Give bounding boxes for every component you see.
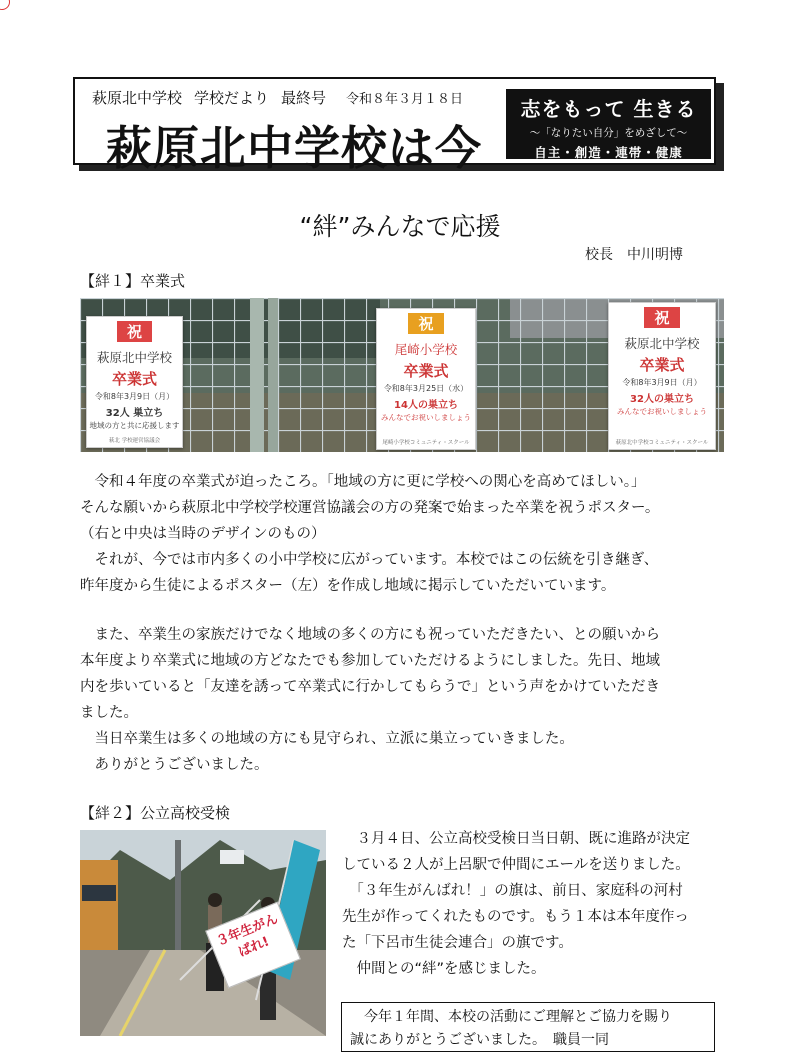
section1-heading: 【絆１】卒業式 (80, 272, 186, 290)
poster-right-event: 卒業式 (639, 356, 685, 374)
paragraph-line: 内を歩いていると「友達を誘って卒業式に行かしてもらうで」という声をかけていただき (80, 679, 660, 695)
poster-left-date: 令和8年3月9日（月） (94, 392, 175, 401)
section1-body-b (80, 622, 660, 778)
paragraph-line: 「３年生がんばれ！」の旗は、前日、家庭科の河村 (342, 883, 683, 899)
masthead-letter-name: 学校だより (194, 89, 270, 107)
poster-right (608, 302, 716, 450)
station-cheer-photo (80, 830, 326, 1036)
poster-center-cheer: みんなでお祝いしましょう (381, 413, 471, 422)
article-author: 校長 中川明博 (585, 247, 683, 263)
poster-right-cheer: みんなでお祝いしましょう (617, 407, 707, 416)
paragraph-line: （右と中央は当時のデザインのもの） (80, 526, 326, 542)
poster-right-footer: 萩原北中学校コミュニティ・スクール (615, 440, 709, 446)
poster-left-event: 卒業式 (111, 370, 157, 388)
cheer-flag: ３年生がんばれ! (205, 902, 301, 989)
poster-left-school: 萩原北中学校 (96, 350, 172, 365)
paragraph-line: た「下呂市生徒会連合」の旗です。 (342, 935, 573, 951)
paragraph-line: している２人が上呂駅で仲間にエールを送りました。 (342, 857, 690, 873)
section2-body (342, 826, 690, 982)
paragraph-line: そんな願いから萩原北中学校学校運営協議会の方の発案で始まった卒業を祝うポスター。 (80, 500, 660, 516)
thanks-line-2: 誠にありがとうございました。 職員一同 (350, 1032, 609, 1048)
poster-left-iwai: 祝 (117, 321, 152, 342)
paragraph-line: 本年度より卒業式に地域の方どなたでも参加していただけるようにしました。先日、地域 (80, 653, 660, 669)
masthead-school: 萩原北中学校 (92, 89, 183, 107)
poster-center-grads: 14人の巣立ち (394, 400, 458, 411)
motto-sub: ～「なりたい自分」をめざして～ (529, 127, 688, 139)
poster-center-iwai: 祝 (408, 313, 443, 334)
paragraph-line: 令和４年度の卒業式が迫ったころ。「地域の方に更に学校への関心を高めてほしい。」 (80, 474, 646, 490)
poster-left-cheer: 地域の方と共に応援します (89, 421, 180, 430)
paragraph-line: 先生が作ってくれたものです。もう１本は本年度作っ (342, 909, 689, 925)
thanks-box (341, 1002, 715, 1052)
motto-values: 自主・創造・連帯・健康 (534, 145, 683, 160)
poster-right-date: 令和8年3月9日（月） (622, 378, 702, 387)
graduation-posters-photo (80, 298, 724, 452)
paragraph-line: 仲間との“絆”を感じました。 (342, 961, 546, 977)
poster-left-footer: 萩北 学校運営協議会 (108, 438, 161, 444)
masthead-title: 萩原北中学校は今 (106, 121, 482, 175)
paragraph-line: 当日卒業生は多くの地域の方にも見守られ、立派に巣立っていきました。 (80, 731, 574, 747)
masthead-issue: 最終号 (281, 89, 327, 107)
paragraph-line: ました。 (80, 705, 138, 721)
poster-center-event: 卒業式 (403, 362, 449, 380)
corner-mark (0, 0, 10, 10)
thanks-line-1: 今年１年間、本校の活動にご理解とご協力を賜り (350, 1009, 672, 1025)
poster-right-grads: 32人の巣立ち (630, 394, 694, 405)
poster-center (376, 308, 476, 450)
paragraph-line: また、卒業生の家族だけでなく地域の多くの方にも祝っていただきたい、との願いから (80, 627, 660, 643)
paragraph-line: それが、今では市内多くの小中学校に広がっています。本校ではこの伝統を引き継ぎ、 (80, 552, 659, 568)
paragraph-line: 昨年度から生徒によるポスター（左）を作成し地域に掲示していただいています。 (80, 578, 616, 594)
poster-right-iwai: 祝 (644, 307, 679, 328)
masthead-date: 令和８年３月１８日 (346, 92, 464, 107)
section1-body-a (80, 469, 659, 599)
poster-center-footer: 尾崎小学校コミュニティ・スクール (382, 440, 470, 446)
masthead-info-line (92, 87, 475, 108)
motto-box (506, 89, 711, 159)
paragraph-line: ３月４日、公立高校受検日当日朝、既に進路が決定 (342, 831, 690, 847)
poster-center-date: 令和8年3月25日（水） (383, 384, 469, 393)
poster-left-grads: 32人 巣立ち (105, 408, 164, 419)
motto-main: 志をもって 生きる (520, 97, 697, 121)
poster-center-school: 尾崎小学校 (394, 342, 458, 357)
section2-heading: 【絆２】公立高校受検 (80, 804, 231, 822)
poster-left (86, 316, 183, 448)
paragraph-line: ありがとうございました。 (80, 757, 269, 773)
poster-right-school: 萩原北中学校 (624, 336, 700, 351)
article-title: “絆”みんなで応援 (299, 212, 501, 241)
